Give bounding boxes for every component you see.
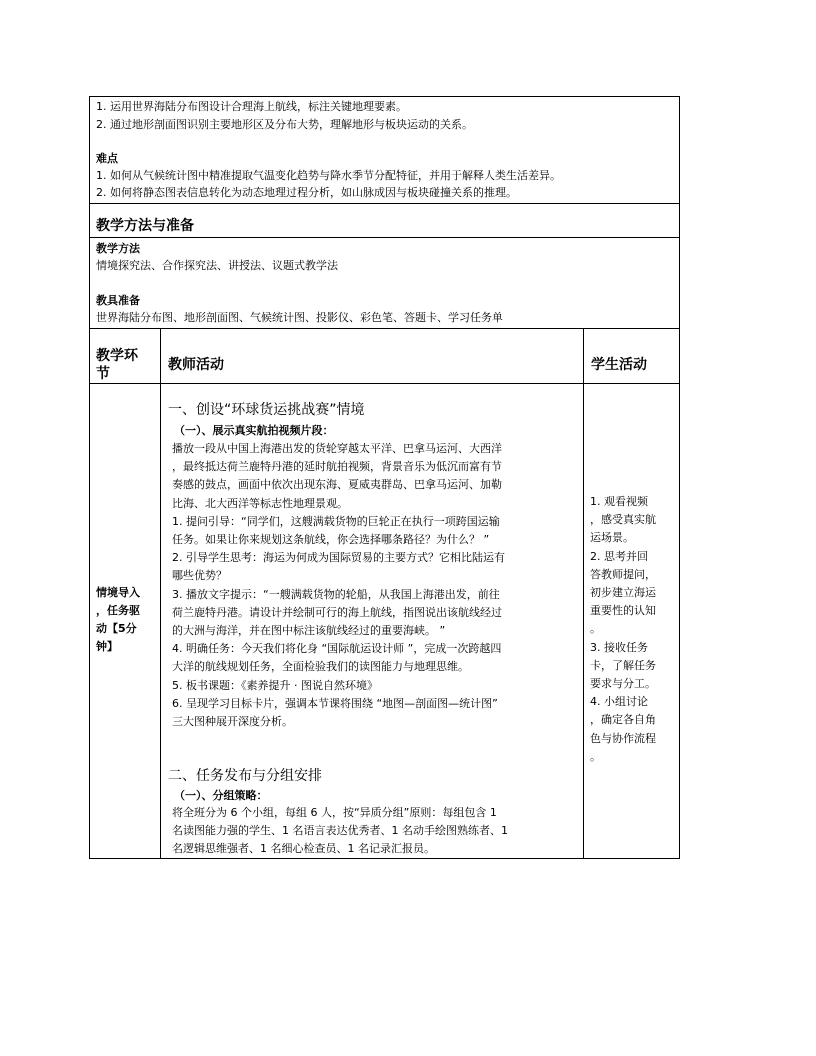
body-line: 名逻辑思维强者、1 名细心检查员、1 名记录汇报员。: [172, 842, 435, 856]
body-line: 1. 提问引导：“同学们，这艘满载货物的巨轮正在执行一项跨国运输: [172, 514, 500, 528]
part1-title: 一、创设“环球货运挑战赛”情境: [168, 402, 365, 418]
stage-line: 钟】: [96, 640, 118, 653]
student-line: 3. 接收任务: [590, 640, 648, 654]
body-line: 三大图种展开深度分析。: [172, 715, 293, 728]
stage-line: ，任务驱: [96, 604, 140, 617]
student-line: 运场景。: [590, 531, 634, 545]
student-line: 重要性的认知: [590, 604, 656, 618]
part2-subtitle: （一）、分组策略：: [174, 789, 268, 802]
student-line: ，确定各自角: [590, 713, 656, 727]
body-line: 的大洲与海洋，并在图中标注该航线经过的重要海峡。 ”: [172, 624, 446, 637]
student-line: 1. 观看视频: [590, 495, 648, 508]
body-line: 哪些优势？: [172, 569, 227, 583]
body-line: ，最终抵达荷兰鹿特丹港的延时航拍视频，背景音乐为低沉而富有节: [172, 460, 502, 474]
student-line: 初步建立海运: [590, 586, 656, 599]
body-line: 奏感的鼓点，画面中依次出现东海、夏威夷群岛、巴拿马运河、加勒: [172, 478, 502, 492]
student-line: 。: [590, 622, 601, 636]
column-divider-2: [583, 328, 584, 859]
stage-line: 情境导入: [96, 586, 140, 599]
student-line: 2. 思考并回: [590, 549, 648, 563]
body-line: 5. 板书课题：《素养提升 · 图说自然环境》: [172, 678, 378, 692]
table-header-divider: [89, 383, 680, 384]
body-line: 3. 播放文字提示：“一艘满载货物的轮船，从我国上海港出发，前往: [172, 587, 500, 601]
column-divider-1: [160, 328, 161, 859]
difficulty-title: 难点: [96, 152, 118, 165]
body-line: 将全班分为 6 个小组，每组 6 人，按“异质分组”原则：每组包含 1: [172, 806, 497, 819]
student-line: 要求与分工。: [590, 677, 656, 690]
student-line: 色与协作流程: [590, 731, 656, 745]
body-line: 比海、北大西洋等标志性地理景观。: [172, 496, 348, 510]
header-stage-line2: 节: [96, 366, 110, 382]
body-line: 任务。如果让你来规划这条航线，你会选择哪条路径？为什么？ ”: [172, 533, 490, 546]
goal-item-1: 1. 运用世界海陆分布图设计合理海上航线，标注关键地理要素。: [96, 100, 407, 113]
header-student-activity: 学生活动: [591, 357, 647, 373]
student-line: ，感受真实航: [590, 513, 656, 527]
part1-subtitle: （一）、展示真实航拍视频片段：: [174, 424, 334, 437]
tools-label: 教具准备: [96, 294, 140, 307]
methods-label: 教学方法: [96, 242, 140, 255]
body-line: 荷兰鹿特丹港。请设计并绘制可行的海上航线，指图说出该航线经过: [172, 605, 502, 619]
difficulty-item-1: 1. 如何从气候统计图中精准提取气温变化趋势与降水季节分配特征，并用于解释人类生活差异。: [96, 169, 561, 182]
student-line: 卡，了解任务: [590, 658, 656, 672]
part2-title: 二、任务发布与分组安排: [168, 768, 322, 784]
header-stage-line1: 教学环: [96, 348, 138, 364]
body-line: 6. 呈现学习目标卡片，强调本节课将围绕 “地图—剖面图—统计图”: [172, 696, 498, 710]
goal-item-2: 2. 通过地形剖面图识别主要地形区及分布大势，理解地形与板块运动的关系。: [96, 118, 473, 131]
body-line: 名读图能力强的学生、1 名语言表达优秀者、1 名动手绘图熟练者、1: [172, 824, 508, 838]
body-line: 2. 引导学生思考：海运为何成为国际贸易的主要方式？它相比陆运有: [172, 551, 505, 565]
student-line: 答教师提问，: [590, 567, 656, 581]
student-line: 4. 小组讨论: [590, 695, 648, 709]
stage-line: 动【5分: [96, 622, 137, 635]
student-line: 。: [590, 749, 601, 763]
methods-text: 情境探究法、合作探究法、讲授法、议题式教学法: [96, 259, 338, 272]
body-line: 大洋的航线规划任务，全面检验我们的读图能力与地理思维。: [172, 660, 469, 674]
header-teacher-activity: 教师活动: [168, 357, 224, 373]
body-line: 4. 明确任务：今天我们将化身 “国际航运设计师 ”，完成一次跨越四: [172, 642, 502, 656]
tools-text: 世界海陆分布图、地形剖面图、气候统计图、投影仪、彩色笔、答题卡、学习任务单: [96, 311, 503, 324]
difficulty-item-2: 2. 如何将静态图表信息转化为动态地理过程分析，如山脉成因与板块碰撞关系的推理。: [96, 186, 517, 199]
body-line: 播放一段从中国上海港出发的货轮穿越太平洋、巴拿马运河、大西洋: [172, 442, 502, 455]
methods-section-title: 教学方法与准备: [96, 218, 194, 234]
